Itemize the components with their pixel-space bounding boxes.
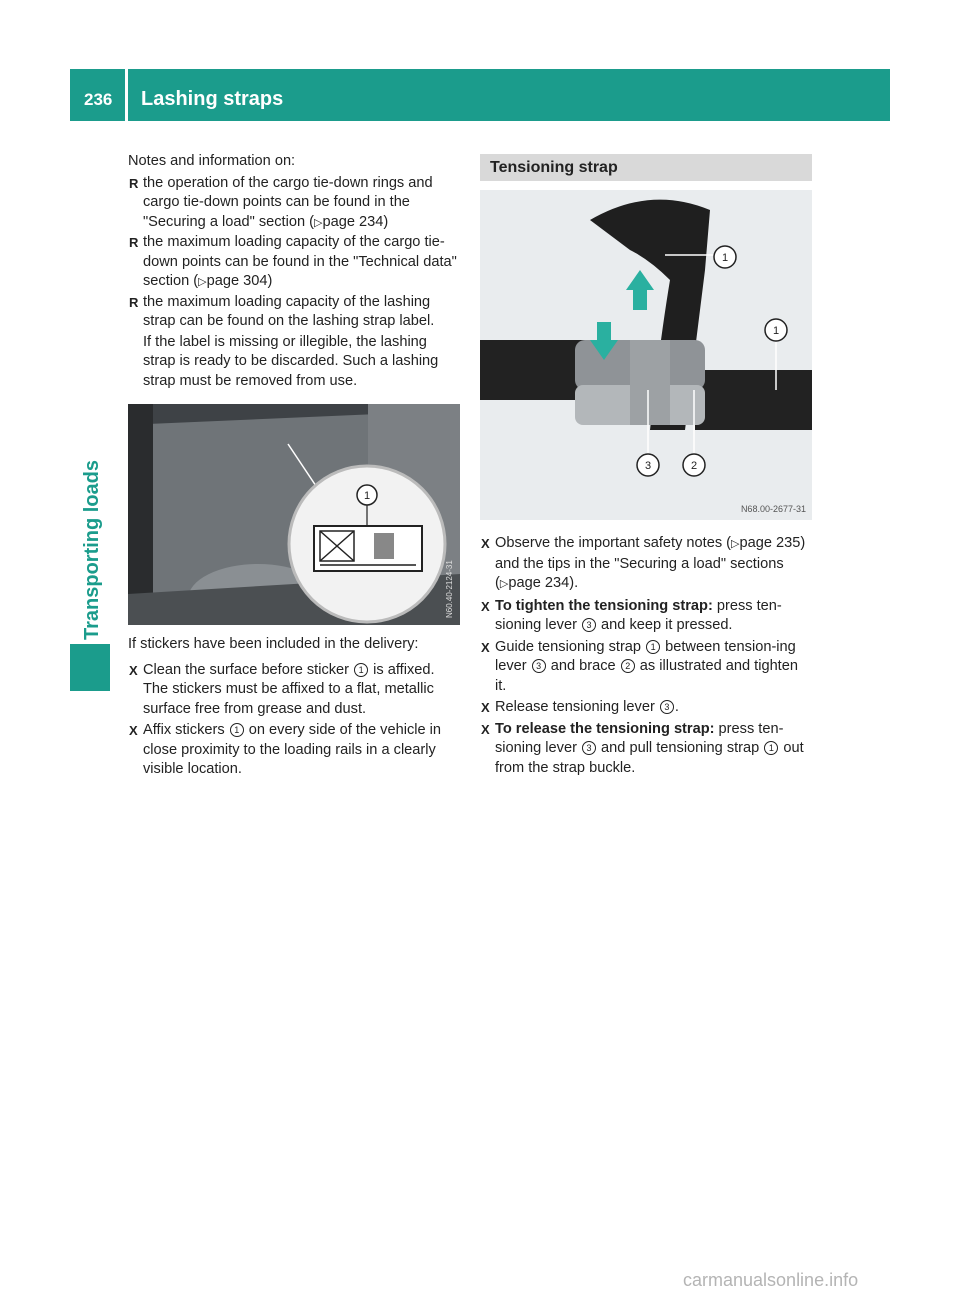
callout-1b: 1 [772,325,780,337]
step-item: X To tighten the tensioning strap: press ten-sioning lever 3 and keep it pressed. [481,597,782,633]
tensioning-strap-photo [480,190,812,520]
list-item: R the maximum loading capacity of the cargo tie-down points can be found in the "Technical data" section (▷page 304) [129,234,457,289]
list-item: R the maximum loading capacity of the lashing strap can be found on the lashing strap label. If the label is missing or illegible, the lashing strap is ready to be discarded. Such a lashing strap must be removed from use. [128,293,460,392]
delivery-intro: If stickers have been included in the delivery: [128,636,419,652]
left-column-steps [128,635,460,780]
watermark: carmanualsonline.info [683,1270,859,1290]
step-item: X Observe the important safety notes (▷page 235) and the tips in the "Securing a load" sections (▷page 234). [481,535,806,591]
step-marker: X [129,662,138,678]
arrow-icon: ▷ [499,578,509,590]
arrow-icon: ▷ [731,538,740,550]
callout-ref: 1 [230,723,244,737]
arrow-icon: ▷ [198,276,207,288]
side-tab-block [70,644,110,691]
step-item: X Guide tensioning strap 1 between tension-ing lever 3 and brace 2 as illustrated and tighten it. [481,638,798,694]
right-column [480,154,812,190]
sticker-location-photo [128,404,460,625]
callout-ref: 3 [660,700,674,714]
page-number: 236 [84,90,113,109]
intro-text: Notes and information on: [128,153,296,169]
callout-3: 3 [644,460,652,472]
figure-code: N68.00-2677-31 [740,504,806,514]
step-item: X Affix stickers 1 on every side of the vehicle in close proximity to the loading rails in a clearly visible location. [129,722,442,777]
header-divider [125,69,128,121]
callout-ref: 2 [621,659,635,673]
list-item: R the operation of the cargo tie-down rings and cargo tie-down points can be found in the "Securing a load" section (▷page 234) [129,174,433,230]
callout-1: 1 [721,252,729,264]
page-title: Lashing straps [141,88,284,110]
step-marker: X [129,723,138,738]
callout-ref: 1 [354,663,368,677]
callout-2: 2 [690,460,698,472]
step-marker: X [481,700,490,715]
callout-ref: 3 [582,741,596,755]
left-column [128,152,460,391]
step-item: X To release the tensioning strap: press ten-sioning lever 3 and pull tensioning strap 1 out from the strap buckle. [481,720,804,776]
callout-1: 1 [363,490,371,502]
step-item: X Clean the surface before sticker 1 is affixed. The stickers must be affixed to a flat, metallic surface free from grease and dust. [129,661,435,717]
label-note: If the label is missing or illegible, the lashing strap is ready to be discarded. Such a lashing strap must be removed from use. [143,333,439,389]
right-column-steps [480,534,812,778]
arrow-icon: ▷ [314,216,323,229]
side-tab-label: Transporting loads [81,459,103,640]
bullet-marker: R [129,294,139,310]
step-marker: X [481,639,490,655]
bullet-marker: R [129,175,139,191]
figure-code: N60.40-2124-31 [445,560,454,618]
callout-ref: 3 [532,659,546,673]
step-marker: X [481,598,490,614]
callout-ref: 1 [764,741,778,755]
step-marker: X [481,536,490,551]
bullet-marker: R [129,235,139,250]
section-heading: Tensioning strap [480,154,812,181]
callout-ref: 1 [646,640,660,654]
step-marker: X [481,721,490,737]
callout-ref: 3 [582,618,596,632]
step-item: X Release tensioning lever 3 . [480,698,812,718]
